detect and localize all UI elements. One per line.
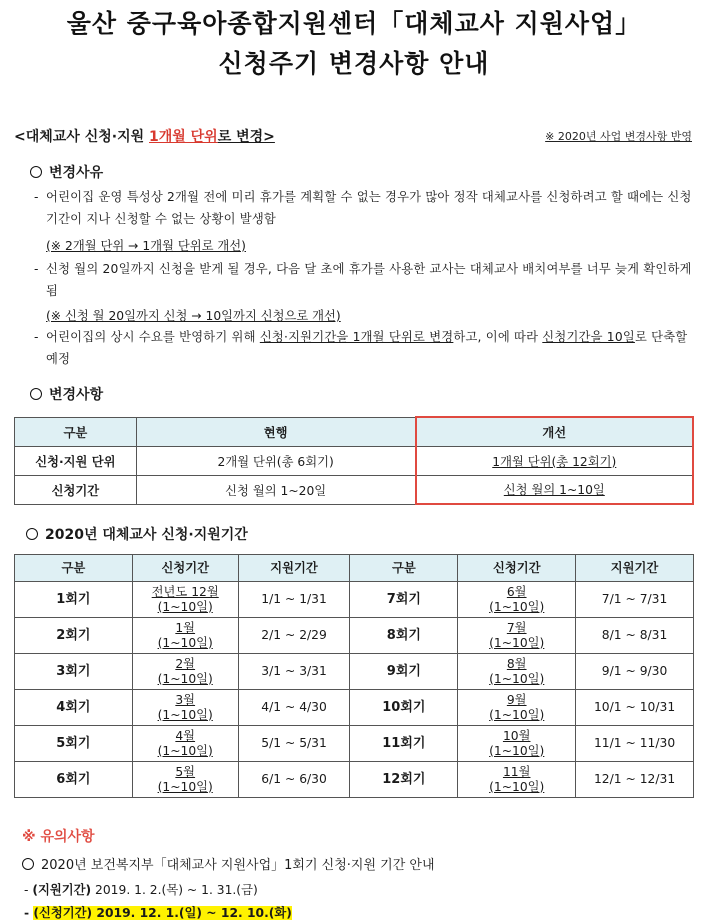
table-row [15,726,694,762]
circle-bullet-icon [30,388,42,400]
table-cell: 2/1 ~ 2/29 [238,618,350,654]
table-cell: 7월 (1~10일) [458,618,576,654]
caution-line: 2020년 보건복지부「대체교사 지원사업」1회기 신청·지원 기간 안내 [22,854,435,873]
table-header-row [15,555,694,582]
reason-item: - 어린이집의 상시 수요를 반영하기 위해 신청·지원기간을 1개월 단위로 변경하고, 이에 따라 신청기간을 10일로 단축할 예정 [34,330,688,366]
support-period: - (지원기간) 2019. 1. 2.(목) ~ 1. 31.(금) [24,883,258,897]
reason-item: - 어린이집 운영 특성상 2개월 전에 미리 휴가를 계획할 수 없는 경우가 많아 정작 대체교사를 신청하려고 할 때에는 신청기간이 지나 신청할 수 없는 상황이 발생함 [34,190,692,226]
table-header: 구분 [350,555,458,582]
table-cell: 전년도 12월 (1~10일) [132,582,238,618]
table-cell: 11/1 ~ 11/30 [576,726,694,762]
page-subtitle: 신청주기 변경사항 안내 [218,49,490,78]
reason-item: - 신청 월의 20일까지 신청을 받게 될 경우, 다음 달 초에 휴가를 사용한 교사는 대체교사 배치여부를 너무 늦게 확인하게 됨 [34,262,692,298]
table-cell: 4월 (1~10일) [132,726,238,762]
table-header: 신청기간 [458,555,576,582]
table-header: 지원기간 [238,555,350,582]
section-header-suffix: 로 변경> [217,129,275,145]
table-cell: 1월 (1~10일) [132,618,238,654]
table-cell: 6회기 [15,762,133,798]
table-cell: 9월 (1~10일) [458,690,576,726]
section-note: ※ 2020년 사업 변경사항 반영 [545,130,692,143]
table-header: 지원기간 [576,555,694,582]
table-cell: 6월 (1~10일) [458,582,576,618]
table-row [15,475,694,504]
table-cell: 5월 (1~10일) [132,762,238,798]
apply-period: - (신청기간) 2019. 12. 1.(일) ~ 12. 10.(화) [24,906,292,920]
caution-heading: ※ 유의사항 [22,829,95,845]
table-cell: 2개월 단위(총 6회기) [136,446,415,475]
circle-bullet-icon [22,858,34,870]
table-header: 구분 [15,555,133,582]
table-cell: 9/1 ~ 9/30 [576,654,694,690]
circle-bullet-icon [30,166,42,178]
table-cell: 5/1 ~ 5/31 [238,726,350,762]
table-row [15,654,694,690]
table-cell: 10/1 ~ 10/31 [576,690,694,726]
table-cell: 6/1 ~ 6/30 [238,762,350,798]
table-cell: 8월 (1~10일) [458,654,576,690]
table-cell: 10회기 [350,690,458,726]
table-cell: 5회기 [15,726,133,762]
table-row [15,762,694,798]
table-cell: 신청 월의 1~20일 [136,475,415,504]
table-cell: 12회기 [350,762,458,798]
table-cell: 2회기 [15,618,133,654]
table-cell: 신청기간 [15,475,137,504]
section-header-prefix: <대체교사 신청·지원 [14,129,149,145]
table-cell: 1개월 단위(총 12회기) [416,446,693,475]
table-cell: 3/1 ~ 3/31 [238,654,350,690]
circle-bullet-icon [26,528,38,540]
table-cell: 7/1 ~ 7/31 [576,582,694,618]
table-cell: 10월 (1~10일) [458,726,576,762]
table-cell: 신청 월의 1~10일 [416,475,693,504]
table-cell: 8/1 ~ 8/31 [576,618,694,654]
table-row [15,446,694,475]
table-cell: 1회기 [15,582,133,618]
table-cell: 9회기 [350,654,458,690]
reason-note: (※ 2개월 단위 → 1개월 단위로 개선) [46,239,246,253]
table-header: 신청기간 [132,555,238,582]
table-cell: 3회기 [15,654,133,690]
table-cell: 12/1 ~ 12/31 [576,762,694,798]
table-cell: 2월 (1~10일) [132,654,238,690]
section-header-highlight: 1개월 단위 [149,129,218,145]
table-cell: 7회기 [350,582,458,618]
page-title: 울산 중구육아종합지원센터「대체교사 지원사업」 [66,9,642,38]
table-row [15,690,694,726]
table-cell: 11월 (1~10일) [458,762,576,798]
table-cell: 3월 (1~10일) [132,690,238,726]
changes-table [14,416,694,505]
table-header: 개선 [416,417,693,446]
reason-note: (※ 신청 월 20일까지 신청 → 10일까지 신청으로 개선) [46,309,341,323]
table-header-row [15,417,694,446]
table-cell: 4회기 [15,690,133,726]
changes-heading: 변경사항 [30,384,103,404]
schedule-table [14,554,694,798]
table-cell: 4/1 ~ 4/30 [238,690,350,726]
table-cell: 8회기 [350,618,458,654]
table-cell: 11회기 [350,726,458,762]
table-header: 구분 [15,417,137,446]
table-cell: 1/1 ~ 1/31 [238,582,350,618]
section-header [14,126,275,146]
table-row [15,582,694,618]
reason-heading: 변경사유 [30,162,103,182]
table-row [15,618,694,654]
table-header: 현행 [136,417,415,446]
schedule-heading: 2020년 대체교사 신청·지원기간 [26,524,248,544]
table-cell: 신청·지원 단위 [15,446,137,475]
